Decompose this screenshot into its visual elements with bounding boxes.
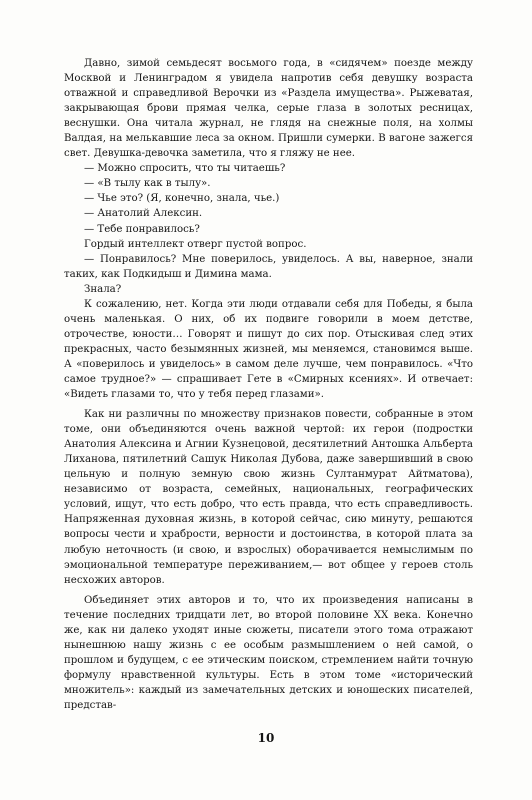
body-text xyxy=(64,56,473,713)
dialog-line-knew: Знала? xyxy=(84,283,122,295)
dialog-line-author-question: — Чье это? (Я, конечно, знала, чье.) xyxy=(84,193,280,205)
dialog-line-intellect: Гордый интеллект отверг пустой вопрос. xyxy=(84,238,307,250)
dialog-line-question: — Можно спросить, что ты читаешь? xyxy=(84,163,286,175)
paragraph-authors: Объединяет этих авторов и то, что их произведения написаны в течение последних тридцати лет, во второй половине XX века. Конечно же, как ни далеко уходят иные сюжеты, писатели этого тома отражают нынешнюю нашу жизнь с ее особым размышлением о ней самой, о прошлом и будущем, с ее этическим поиском, стремлением найти точную формулу нравственной культуры. Есть в этом томе «исторический множитель»: каждый из замечательных детских и юношеских писателей, представ- xyxy=(64,594,473,711)
paragraph-regret: К сожалению, нет. Когда эти люди отдавали себя для Победы, я была очень маленькая. О них, об их подвиге говорили в моем детстве, отрочестве, юности… Говорят и пишут до сих пор. Отыскивая след этих прекрасных, часто безымянных жизней, мы меняемся, становимся выше. А «поверилось и увиделось» в самом деле лучше, чем понравилось. «Что самое трудное?» — спрашивает Гете в «Смирных ксениях». И отвечает: «Видеть глазами то, что у тебя перед глазами». xyxy=(64,298,473,401)
dialog-line-author: — Анатолий Алексин. xyxy=(84,208,203,220)
dialog-line-liked: — Тебе понравилось? xyxy=(84,223,200,235)
page-number: 10 xyxy=(257,731,275,745)
paragraph-intro: Давно, зимой семьдесят восьмого года, в «сидячем» поезде между Москвой и Ленинградом я увидела напротив себя девушку возраста отважной и справедливой Верочки из «Раздела имущества». Рыжеватая, закрывающая брови прямая челка, серые глаза в золотых ресницах, веснушки. Она читала журнал, не глядя на снежные поля, на холмы Валдая, на мелькавшие леса за окном. Пришли сумерки. В вагоне зажегся свет. Девушка-девочка заметила, что я гляжу не нее. xyxy=(64,58,473,160)
paragraph-heroes: Как ни различны по множеству признаков повести, собранные в этом томе, они объединяются очень важной чертой: их герои (подростки Анатолия Алексина и Агнии Кузнецовой, десятилетний Антошка Альберта Лиханова, пятилетний Сашук Николая Дубова, даже завершивший в свою цельную и полную земную свою жизнь Султанмурат Айтматова), независимо от возраста, семейных, национальных, географических условий, ищут, что есть добро, что есть правда, что есть справедливость. Напряженная духовная жизнь, в которой сейчас, сию минуту, решаются вопросы чести и храбрости, верности и достоинства, в которой плата за любую неточность (и свою, и взрослых) оборачивается немыслимым по эмоциональной температуре переживанием,— вот общее у героев столь несхожих авторов. xyxy=(64,409,473,586)
dialog-line-title: — «В тылу как в тылу». xyxy=(84,178,211,190)
dialog-line-answer: — Понравилось? Мне поверилось, увиделось. А вы, наверное, знали таких, как Подкидыш и Димина мама. xyxy=(64,253,473,280)
